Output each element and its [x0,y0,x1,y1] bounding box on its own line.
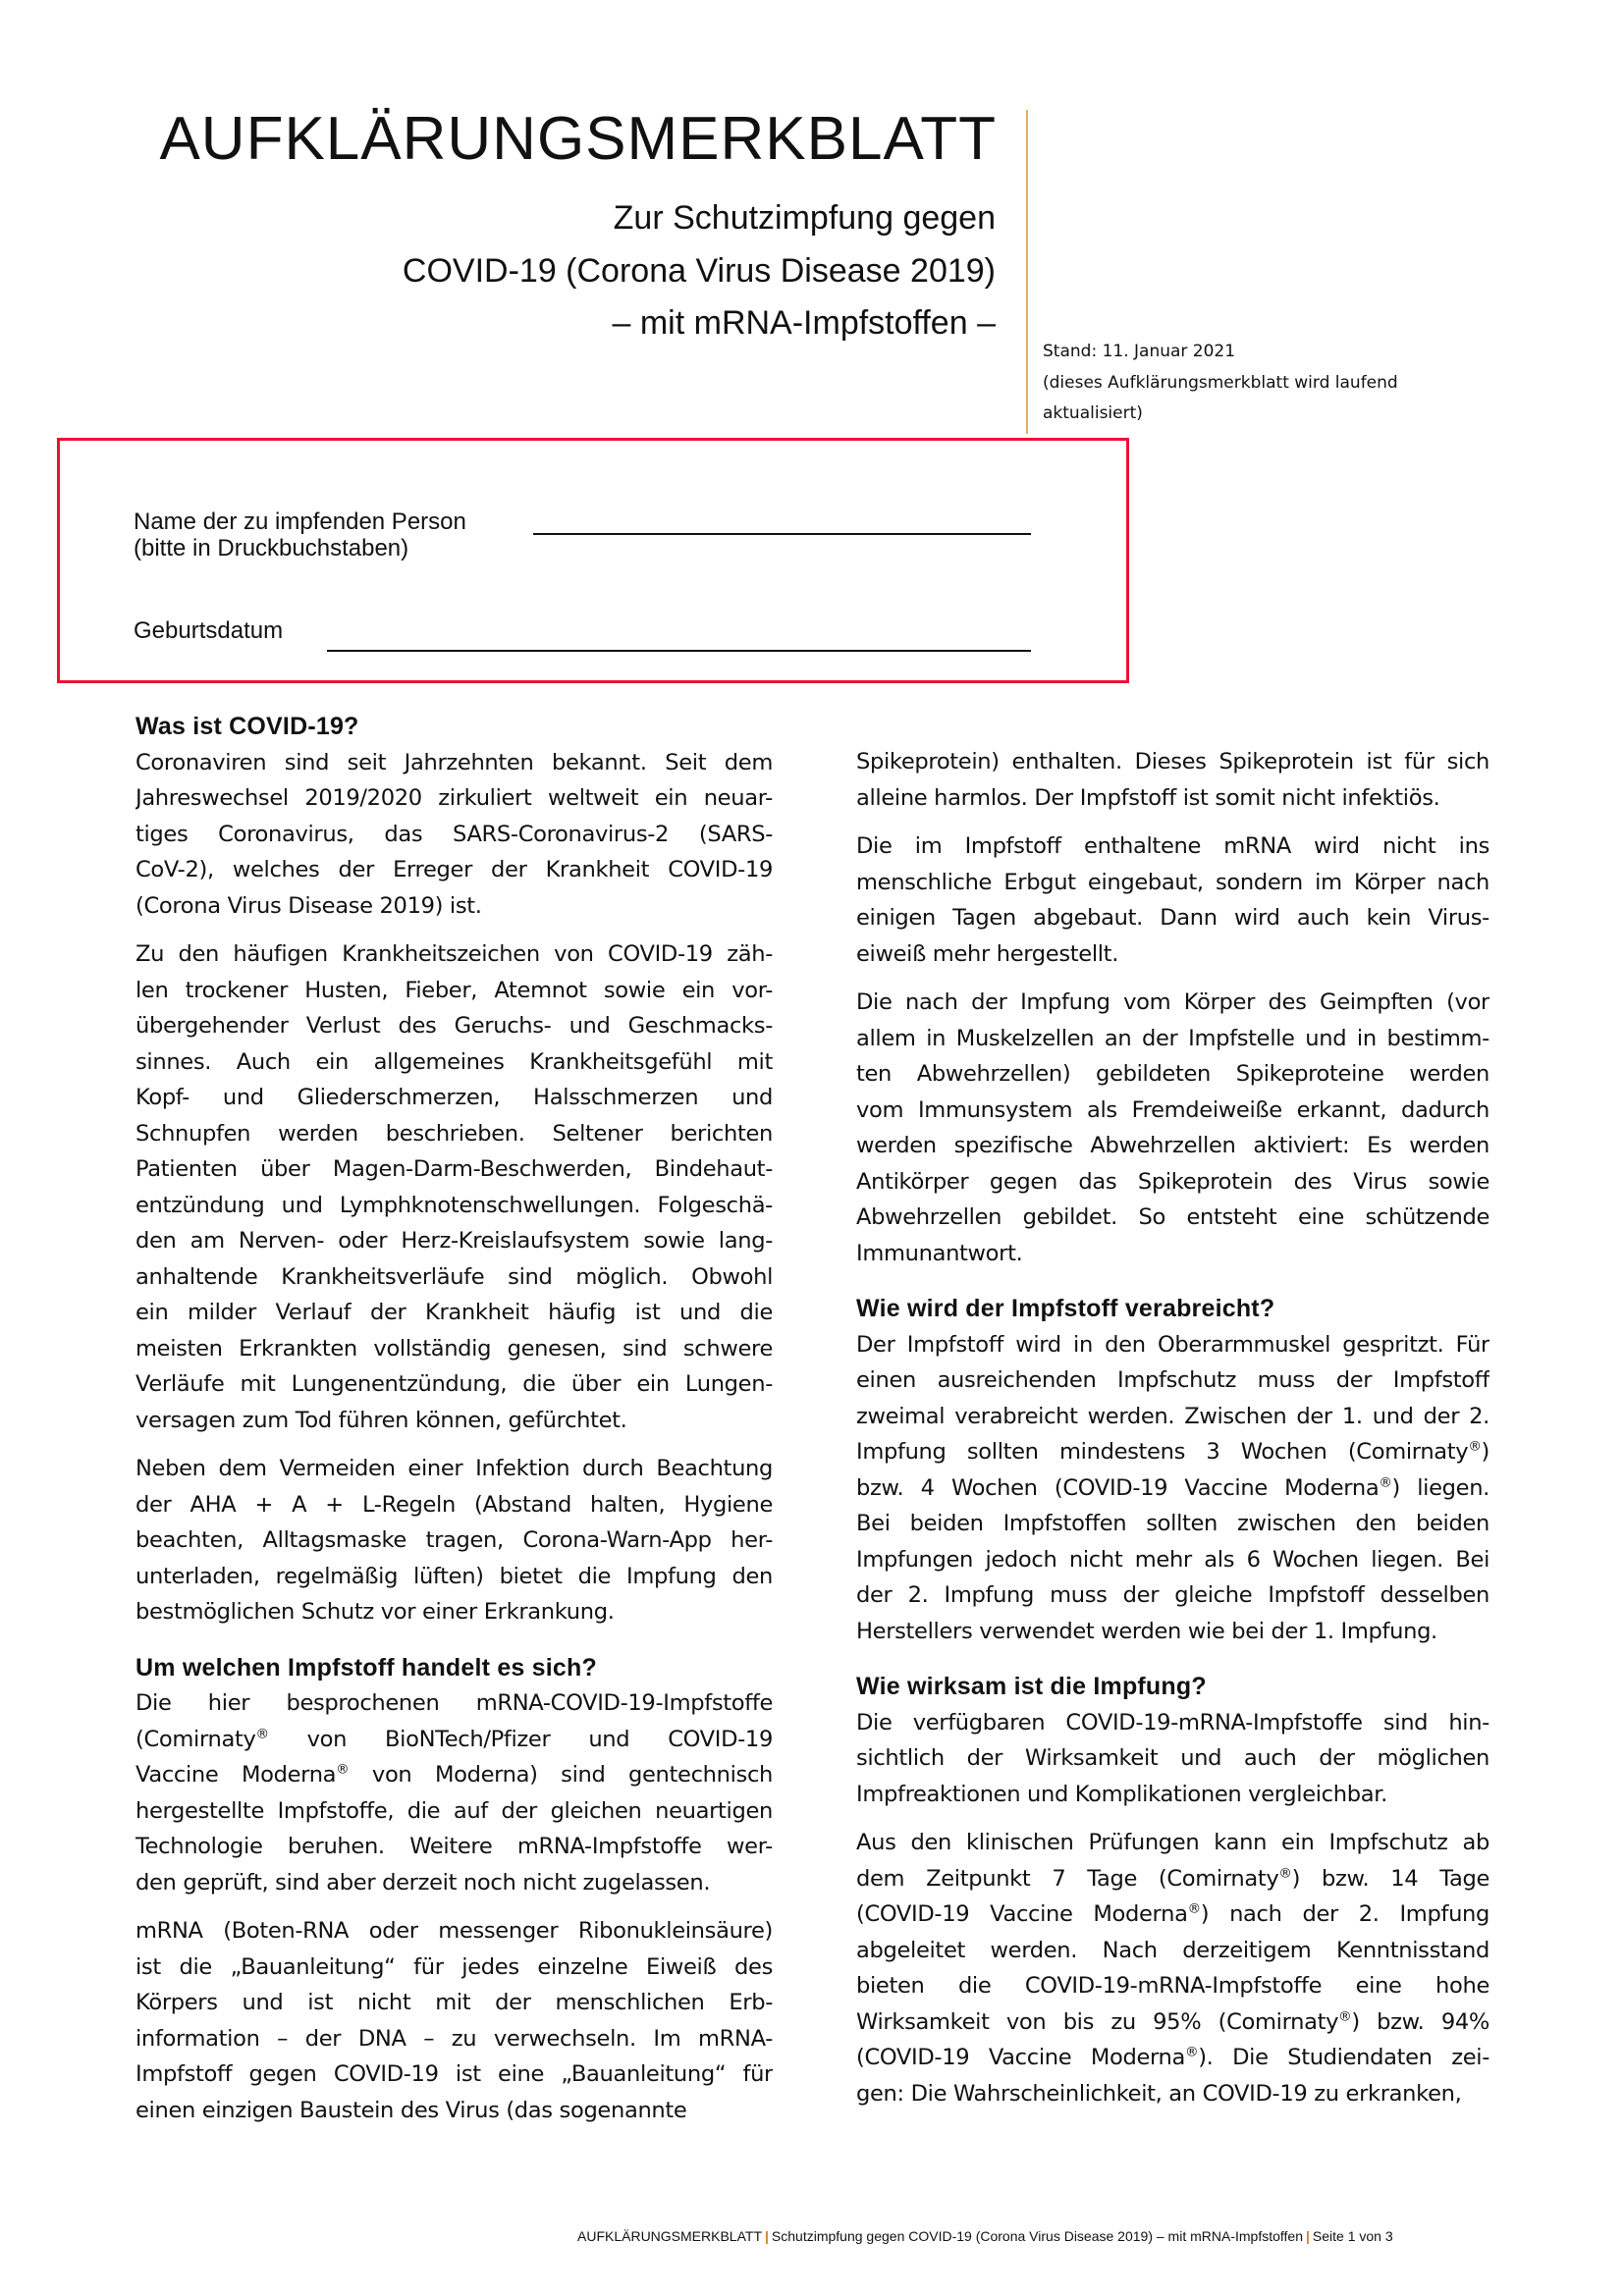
text-line: sinnes. Auch ein allgemeines Krankheitsgefühl mit [135,1048,773,1075]
text-line: menschliche Erbgut eingebaut, sondern im Körper nach [856,869,1489,895]
text-line: Antikörper gegen das Spikeprotein des Virus sowie [856,1168,1489,1195]
text-line: Spikeprotein) enthalten. Dieses Spikeprotein ist für sich [856,749,1489,774]
text-line: Die im Impfstoff enthaltene mRNA wird nicht ins [856,833,1489,859]
text-line: Zu den häufigen Krankheitszeichen von COVID-19 zäh- [135,941,773,967]
version-date: Stand: 11. Januar 2021 [1043,342,1236,361]
footer-page-number: Seite 1 von 3 [1312,2228,1393,2244]
paragraph [135,745,773,925]
text-line: einen ausreichenden Impfschutz muss der Impfstoff [856,1367,1489,1393]
document-title: AUFKLÄRUNGSMERKBLATT [159,105,997,173]
text-line: Wirksamkeit von bis zu 95% (Comirnaty®) bzw. 94% [856,2007,1489,2035]
footer-separator: | [1305,2228,1310,2244]
text-line: Aus den klinischen Prüfungen kann ein Impfschutz ab [856,1830,1489,1855]
text-line: entzündung und Lymphknotenschwellungen. Folgeschä- [135,1192,773,1218]
text-line: Bei beiden Impfstoffen sollten zwischen den beiden [856,1511,1489,1536]
text-line: dem Zeitpunkt 7 Tage (Comirnaty®) bzw. 14 Tage [856,1864,1489,1892]
text-line: Die verfügbaren COVID-19-mRNA-Impfstoffe sind hin- [856,1709,1489,1735]
text-line: beachten, Alltagsmaske tragen, Corona-Warn-App her- [135,1527,773,1553]
footer-separator: | [765,2228,769,2244]
text-line: ein milder Verlauf der Krankheit häufig ist und die [135,1300,773,1325]
text-line: (COVID-19 Vaccine Moderna®) nach der 2. Impfung [856,1900,1489,1927]
text-line: Coronaviren sind seit Jahrzehnten bekannt. Seit dem [135,749,773,775]
section-heading: Um welchen Impfstoff handelt es sich? [135,1653,597,1682]
paragraph [135,1913,773,2128]
text-line: Abwehrzellen gebildet. So entsteht eine schützende [856,1204,1489,1230]
text-line: Kopf- und Gliederschmerzen, Halsschmerzen und [135,1085,773,1110]
paragraph [856,1705,1489,1813]
text-line: bestmöglichen Schutz vor einer Erkrankung. [135,1599,615,1625]
text-line: werden spezifische Abwehrzellen aktiviert: Es werden [856,1133,1489,1158]
paragraph [856,985,1489,1271]
text-line: Impfreaktionen und Komplikationen vergleichbar. [856,1781,1387,1807]
text-line: bieten die COVID-19-mRNA-Impfstoffe eine hohe [856,1973,1489,1999]
text-line: len trockener Husten, Fieber, Atemnot sowie ein vor- [135,977,773,1003]
name-hint: (bitte in Druckbuchstaben) [134,535,409,561]
text-line: information – der DNA – zu verwechseln. Im mRNA- [135,2025,773,2052]
footer-doc-name: AUFKLÄRUNGSMERKBLATT [577,2228,762,2244]
text-line: (Comirnaty® von BioNTech/Pfizer und COVID-19 [135,1725,773,1752]
text-line: Vaccine Moderna® von Moderna) sind gentechnisch [135,1761,773,1788]
text-line: Jahreswechsel 2019/2020 zirkuliert weltweit ein neuar- [135,785,773,811]
text-line: Schnupfen werden beschrieben. Seltener berichten [135,1120,773,1147]
text-line: hergestellte Impfstoffe, die auf der gleichen neuartigen [135,1797,773,1824]
text-line: ist die „Bauanleitung“ für jedes einzelne Eiweiß des [135,1953,773,1980]
text-line: sichtlich der Wirksamkeit und auch der möglichen [856,1745,1489,1771]
text-line: Die hier besprochenen mRNA-COVID-19-Impfstoffe [135,1690,773,1716]
text-line: den am Nerven- oder Herz-Kreislaufsystem sowie lang- [135,1228,773,1254]
section-heading: Wie wirksam ist die Impfung? [856,1673,1207,1700]
header-divider [1026,110,1028,434]
text-line: mRNA (Boten-RNA oder messenger Ribonukleinsäure) [135,1918,773,1944]
birthdate-label: Geburtsdatum [134,617,284,644]
text-line: meisten Erkrankten vollständig genesen, sind schwere [135,1335,773,1362]
paragraph [135,1685,773,1900]
text-line: Patienten über Magen-Darm-Beschwerden, Bindehaut- [135,1156,773,1182]
text-line: Impfstoff gegen COVID-19 ist eine „Bauanleitung“ für [135,2061,773,2087]
version-note-line-2: aktualisiert) [1043,403,1143,423]
text-line: Körpers und ist nicht mit der menschlichen Erb- [135,1990,773,2015]
text-line: Verläufe mit Lungenentzündung, die über ein Lungen- [135,1371,773,1397]
text-line: bzw. 4 Wochen (COVID-19 Vaccine Moderna®) liegen. [856,1473,1489,1501]
text-line: ten Abwehrzellen) gebildeten Spikeproteine werden [856,1061,1489,1087]
paragraph [856,744,1489,816]
text-line: abgeleitet werden. Nach derzeitigem Kenntnisstand [856,1937,1489,1963]
paragraph [135,936,773,1438]
text-line: gen: Die Wahrscheinlichkeit, an COVID-19 zu erkranken, [856,2080,1462,2107]
text-line: der 2. Impfung muss der gleiche Impfstoff desselben [856,1582,1489,1608]
text-line: eiweiß mehr hergestellt. [856,940,1119,967]
subtitle-line-1: Zur Schutzimpfung gegen [613,199,996,237]
text-line: Der Impfstoff wird in den Oberarmmuskel gespritzt. Für [856,1331,1489,1358]
subtitle-line-3: – mit mRNA-Impfstoffen – [612,304,996,342]
text-line: allem in Muskelzellen an der Impfstelle und in bestimm- [856,1025,1489,1051]
text-line: CoV-2), welches der Erreger der Krankheit COVID-19 [135,857,773,882]
paragraph [135,1451,773,1630]
subtitle-line-2: COVID-19 (Corona Virus Disease 2019) [402,252,996,290]
paragraph [856,1327,1489,1650]
text-line: Technologie beruhen. Weitere mRNA-Impfstoffe wer- [135,1834,773,1859]
text-line: anhaltende Krankheitsverläufe sind möglich. Obwohl [135,1263,773,1290]
section-heading: Was ist COVID-19? [135,713,359,740]
text-line: einigen Tagen abgebaut. Dann wird auch kein Virus- [856,905,1489,931]
text-line: den geprüft, sind aber derzeit noch nicht zugelassen. [135,1869,711,1896]
text-line: Immunantwort. [856,1240,1023,1266]
text-line: (Corona Virus Disease 2019) ist. [135,892,482,919]
text-line: Neben dem Vermeiden einer Infektion durch Beachtung [135,1456,773,1481]
text-line: tiges Coronavirus, das SARS-Coronavirus-2 (SARS- [135,821,773,847]
text-line: versagen zum Tod führen können, gefürchtet. [135,1407,627,1433]
birthdate-field[interactable] [327,650,1031,652]
text-line: alleine harmlos. Der Impfstoff ist somit nicht infektiös. [856,784,1440,811]
text-line: einen einzigen Baustein des Virus (das sogenannte [135,2097,687,2123]
paragraph [856,828,1489,972]
text-line: Impfung sollten mindestens 3 Wochen (Comirnaty®) [856,1438,1489,1465]
page-footer [577,2226,1393,2246]
section-heading: Wie wird der Impfstoff verabreicht? [856,1295,1275,1322]
text-line: übergehender Verlust des Geruchs- und Geschmacks- [135,1013,773,1039]
version-note-line-1: (dieses Aufklärungsmerkblatt wird laufend [1043,373,1398,393]
text-line: Die nach der Impfung vom Körper des Geimpften (vor [856,989,1489,1015]
text-line: (COVID-19 Vaccine Moderna®). Die Studiendaten zei- [856,2044,1489,2070]
name-label: Name der zu impfenden Person [134,508,466,535]
text-line: Impfungen jedoch nicht mehr als 6 Wochen liegen. Bei [856,1546,1489,1573]
text-line: der AHA + A + L-Regeln (Abstand halten, Hygiene [135,1491,773,1518]
text-line: vom Immunsystem als Fremdeiweiße erkannt, dadurch [856,1096,1489,1123]
text-line: zweimal verabreicht werden. Zwischen der 1. und der 2. [856,1403,1489,1429]
text-line: unterladen, regelmäßig lüften) bietet die Impfung den [135,1563,773,1589]
name-field[interactable] [533,533,1031,535]
footer-doc-subject: Schutzimpfung gegen COVID-19 (Corona Virus Disease 2019) – mit mRNA-Impfstoffen [771,2228,1303,2244]
text-line: Herstellers verwendet werden wie bei der 1. Impfung. [856,1618,1437,1644]
paragraph [856,1825,1489,2111]
